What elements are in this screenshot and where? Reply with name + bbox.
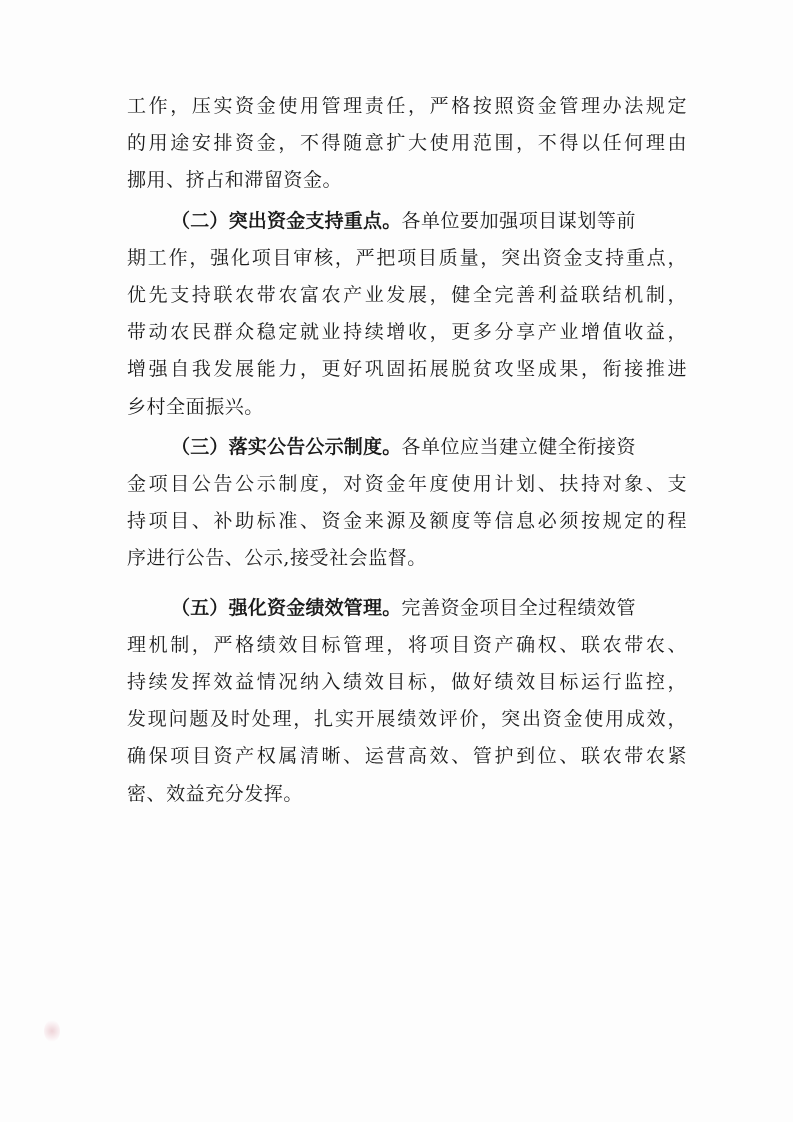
text-line: 持续发挥效益情况纳入绩效目标，做好绩效目标运行监控， — [127, 671, 687, 694]
section-heading: （三）落实公告公示制度。 — [171, 435, 402, 458]
text-line: 的用途安排资金，不得随意扩大使用范围，不得以任何理由 — [127, 132, 687, 155]
text-line: 密、效益充分发挥。 — [127, 782, 303, 805]
text-fragment: 完善资金项目全过程绩效管 — [401, 596, 637, 619]
paragraph-key-support — [127, 203, 687, 426]
text-line: 金项目公告公示制度，对资金年度使用计划、扶持对象、支 — [127, 473, 687, 496]
scan-stain-mark — [44, 1020, 60, 1042]
text-line: 理机制，严格绩效目标管理，将项目资产确权、联农带农、 — [127, 633, 687, 656]
text-line: 工作，压实资金使用管理责任，严格按照资金管理办法规定 — [127, 95, 687, 117]
document-body — [127, 88, 687, 813]
text-line: 期工作，强化项目审核，严把项目质量，突出资金支持重点， — [127, 246, 687, 269]
text-line: 乡村全面振兴。 — [127, 395, 264, 418]
paragraph-public-notice — [127, 429, 687, 578]
text-fragment: 各单位应当建立健全衔接资 — [401, 435, 637, 458]
paragraph-fund-responsibility — [127, 88, 687, 200]
paragraph-performance-management — [127, 590, 687, 813]
text-line: 优先支持联农带农富农产业发展，健全完善利益联结机制， — [127, 284, 687, 307]
text-line: 带动农民群众稳定就业持续增收，更多分享产业增值收益， — [127, 321, 687, 344]
paragraph-first-line — [127, 203, 687, 240]
text-line: 持项目、补助标准、资金来源及额度等信息必须按规定的程 — [127, 510, 687, 533]
section-heading: （五）强化资金绩效管理。 — [171, 596, 402, 619]
text-line: 确保项目资产权属清晰、运营高效、管护到位、联农带农紧 — [127, 745, 687, 768]
text-fragment: 各单位要加强项目谋划等前 — [401, 209, 637, 232]
paragraph-first-line — [127, 429, 687, 466]
text-line: 挪用、挤占和滞留资金。 — [127, 169, 343, 192]
paragraph-first-line — [127, 590, 687, 627]
text-line: 序进行公告、公示,接受社会监督。 — [127, 547, 427, 570]
text-line: 发现问题及时处理，扎实开展绩效评价，突出资金使用成效， — [127, 708, 687, 731]
text-line: 增强自我发展能力，更好巩固拓展脱贫攻坚成果，衔接推进 — [127, 358, 687, 381]
section-heading: （二）突出资金支持重点。 — [171, 209, 402, 232]
